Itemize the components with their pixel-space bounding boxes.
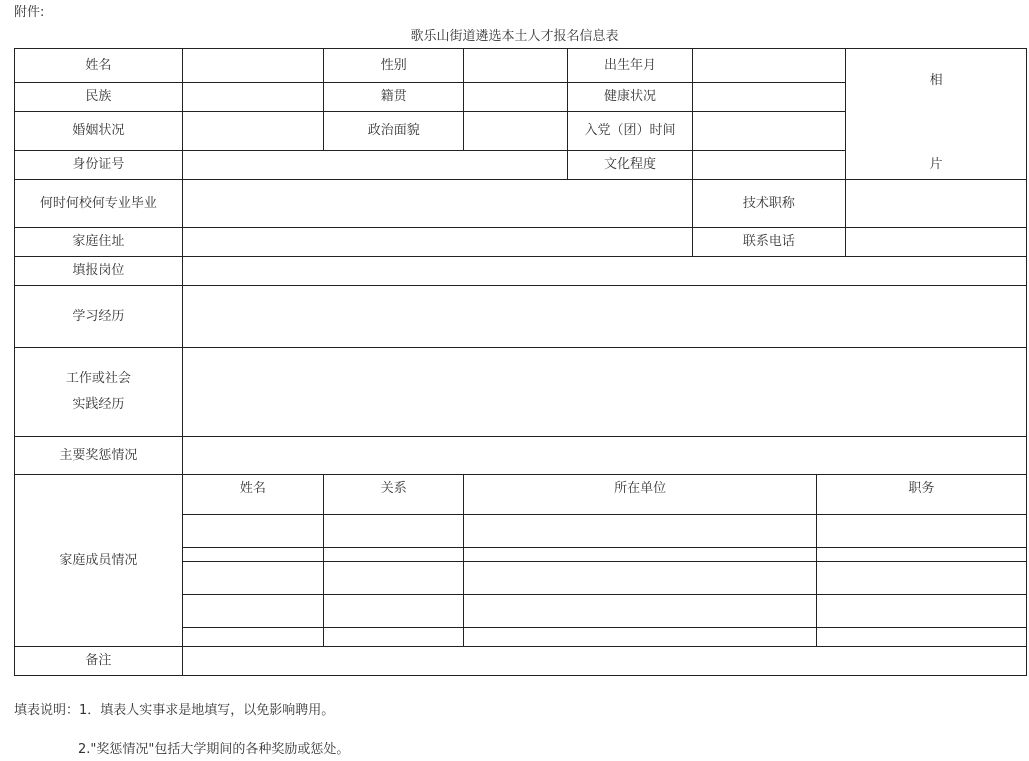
family-relation-cell[interactable]	[324, 595, 464, 628]
form-row-work	[15, 348, 1027, 437]
birth-date-label: 出生年月	[568, 49, 692, 83]
form-row-awards	[15, 437, 1027, 475]
family-members-label: 家庭成员情况	[15, 475, 183, 647]
remarks-label: 备注	[15, 647, 183, 676]
position-field[interactable]	[182, 257, 1026, 286]
party-join-date-field[interactable]	[692, 112, 846, 151]
marital-status-label: 婚姻状况	[15, 112, 183, 151]
family-relation-cell[interactable]	[324, 548, 464, 562]
native-place-label: 籍贯	[324, 83, 464, 112]
study-history-field[interactable]	[182, 286, 1026, 348]
name-field[interactable]	[182, 49, 323, 83]
family-name-cell[interactable]	[182, 548, 323, 562]
family-duty-cell[interactable]	[816, 595, 1026, 628]
family-employer-cell[interactable]	[464, 515, 816, 548]
gender-label: 性别	[324, 49, 464, 83]
work-history-field[interactable]	[182, 348, 1026, 437]
family-relation-cell[interactable]	[324, 515, 464, 548]
marital-status-field[interactable]	[182, 112, 323, 151]
family-col-relation: 关系	[324, 475, 464, 515]
family-header-row	[15, 475, 1027, 515]
family-duty-cell[interactable]	[816, 562, 1026, 595]
form-row-name	[15, 49, 1027, 83]
form-row-address	[15, 228, 1027, 257]
family-relation-cell[interactable]	[324, 562, 464, 595]
awards-field[interactable]	[182, 437, 1026, 475]
family-employer-cell[interactable]	[464, 595, 816, 628]
home-address-field[interactable]	[182, 228, 692, 257]
birth-date-field[interactable]	[692, 49, 846, 83]
graduation-label: 何时何校何专业毕业	[15, 180, 183, 228]
family-col-duty: 职务	[816, 475, 1026, 515]
family-employer-cell[interactable]	[464, 628, 816, 647]
phone-label: 联系电话	[692, 228, 846, 257]
registration-form-table	[14, 48, 1027, 676]
id-number-field[interactable]	[182, 151, 568, 180]
family-name-cell[interactable]	[182, 595, 323, 628]
name-label: 姓名	[15, 49, 183, 83]
education-field[interactable]	[692, 151, 846, 180]
health-label: 健康状况	[568, 83, 692, 112]
remarks-field[interactable]	[182, 647, 1026, 676]
form-row-position	[15, 257, 1027, 286]
fill-instruction-1: 填表说明：1．填表人实事求是地填写，以免影响聘用。	[14, 703, 335, 718]
form-row-study	[15, 286, 1027, 348]
position-label: 填报岗位	[15, 257, 183, 286]
political-status-label: 政治面貌	[324, 112, 464, 151]
technical-title-field[interactable]	[846, 180, 1027, 228]
family-col-employer: 所在单位	[464, 475, 816, 515]
family-duty-cell[interactable]	[816, 515, 1026, 548]
fill-instruction-2: 2."奖惩情况"包括大学期间的各种奖励或惩处。	[78, 742, 350, 757]
form-row-graduation	[15, 180, 1027, 228]
work-history-label-line2: 实践经历	[72, 397, 125, 412]
health-field[interactable]	[692, 83, 846, 112]
family-name-cell[interactable]	[182, 628, 323, 647]
graduation-field[interactable]	[182, 180, 692, 228]
photo-label-top: 相	[929, 73, 943, 88]
phone-field[interactable]	[846, 228, 1027, 257]
attachment-label: 附件:	[14, 5, 45, 20]
family-duty-cell[interactable]	[816, 628, 1026, 647]
gender-field[interactable]	[464, 49, 568, 83]
family-relation-cell[interactable]	[324, 628, 464, 647]
family-name-cell[interactable]	[182, 515, 323, 548]
education-label: 文化程度	[568, 151, 692, 180]
home-address-label: 家庭住址	[15, 228, 183, 257]
work-history-label	[15, 348, 183, 437]
photo-box[interactable]	[846, 49, 1027, 180]
family-employer-cell[interactable]	[464, 562, 816, 595]
ethnicity-field[interactable]	[182, 83, 323, 112]
native-place-field[interactable]	[464, 83, 568, 112]
form-title: 歌乐山街道遴选本土人才报名信息表	[410, 29, 619, 44]
photo-label-bottom: 片	[929, 157, 943, 173]
id-number-label: 身份证号	[15, 151, 183, 180]
family-duty-cell[interactable]	[816, 548, 1026, 562]
party-join-date-label: 入党（团）时间	[568, 112, 692, 151]
technical-title-label: 技术职称	[692, 180, 846, 228]
family-col-name: 姓名	[182, 475, 323, 515]
work-history-label-line1: 工作或社会	[65, 371, 131, 386]
family-employer-cell[interactable]	[464, 548, 816, 562]
form-row-remarks	[15, 647, 1027, 676]
awards-label: 主要奖惩情况	[15, 437, 183, 475]
study-history-label: 学习经历	[15, 286, 183, 348]
political-status-field[interactable]	[464, 112, 568, 151]
family-name-cell[interactable]	[182, 562, 323, 595]
ethnicity-label: 民族	[15, 83, 183, 112]
